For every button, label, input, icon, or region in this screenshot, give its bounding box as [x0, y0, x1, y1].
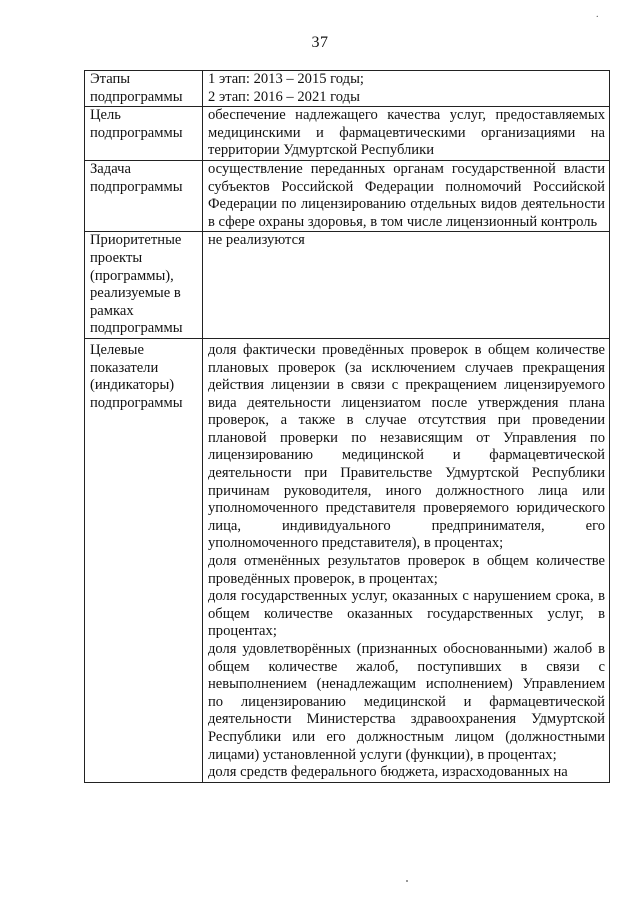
row-value-aim: обеспечение надлежащего качества услуг, предоставляемых медицинскими и фармацевтическими организациями на территории Удмуртской Республики [203, 107, 610, 161]
scan-speck [406, 880, 408, 882]
table-row-stages [85, 71, 610, 107]
stage-2-line: 2 этап: 2016 – 2021 годы [208, 88, 360, 105]
indicator-paragraph: доля государственных услуг, оказанных с нарушением срока, в общем количестве оказанных государственных услуг, в процентах; [208, 588, 605, 640]
row-label-stages: Этапы подпрограммы [85, 71, 203, 107]
indicator-paragraph: доля фактически проведённых проверок в общем количестве плановых проверок (за исключением случаев прекращения действия лицензии в связи с прекращением лицензируемого вида деятельности лицензиатом после утверждения плана проверок, а также в случае отсутствия при проведении плановой проверки по независящим от Управления по лицензированию медицинской и фармацевтической деятельности при Правительстве Удмуртской Республики причинам руководителя, иного должностного лица или уполномоченного представителя проверяемого юридического лица, индивидуального предпринимателя, его уполномоченного представителя), в процентах; [208, 341, 605, 552]
indicator-paragraph: доля отменённых результатов проверок в общем количестве проведённых проверок, в процентах; [208, 553, 605, 587]
table-row-task [85, 160, 610, 231]
page-number: 37 [311, 34, 329, 51]
row-label-priority-projects: Приоритетные проекты (программы), реализуемые в рамках подпрограммы [85, 232, 203, 339]
row-label-indicators: Целевые показатели (индикаторы) подпрограммы [85, 338, 203, 782]
table-row-aim [85, 107, 610, 161]
corner-mark: . [596, 9, 599, 20]
row-value-indicators [203, 338, 610, 782]
row-value-task: осуществление переданных органам государственной власти субъектов Российской Федерации полномочий Российской Федерации по лицензированию отдельных видов деятельности в сфере охраны здоровья, в том числе лицензионный контроль [203, 160, 610, 231]
row-label-aim: Цель подпрограммы [85, 107, 203, 161]
row-label-task: Задача подпрограммы [85, 160, 203, 231]
table-row-indicators [85, 338, 610, 782]
subprogram-passport-table [84, 70, 610, 783]
indicator-paragraph: доля средств федерального бюджета, израсходованных на [208, 764, 568, 781]
indicator-paragraph: доля удовлетворённых (признанных обоснованными) жалоб в общем количестве жалоб, поступивших в связи с невыполнением (ненадлежащим исполнением) Управлением по лицензированию медицинской и фармацевтической деятельности Министерства здравоохранения Удмуртской Республики или его должностным лицом (должностными лицами) установленной услуги (функции), в процентах; [208, 641, 605, 763]
stage-1-line: 1 этап: 2013 – 2015 годы; [208, 71, 364, 87]
row-value-priority-projects: не реализуются [203, 232, 610, 339]
row-value-stages [203, 71, 610, 107]
table-row-priority-projects [85, 232, 610, 339]
